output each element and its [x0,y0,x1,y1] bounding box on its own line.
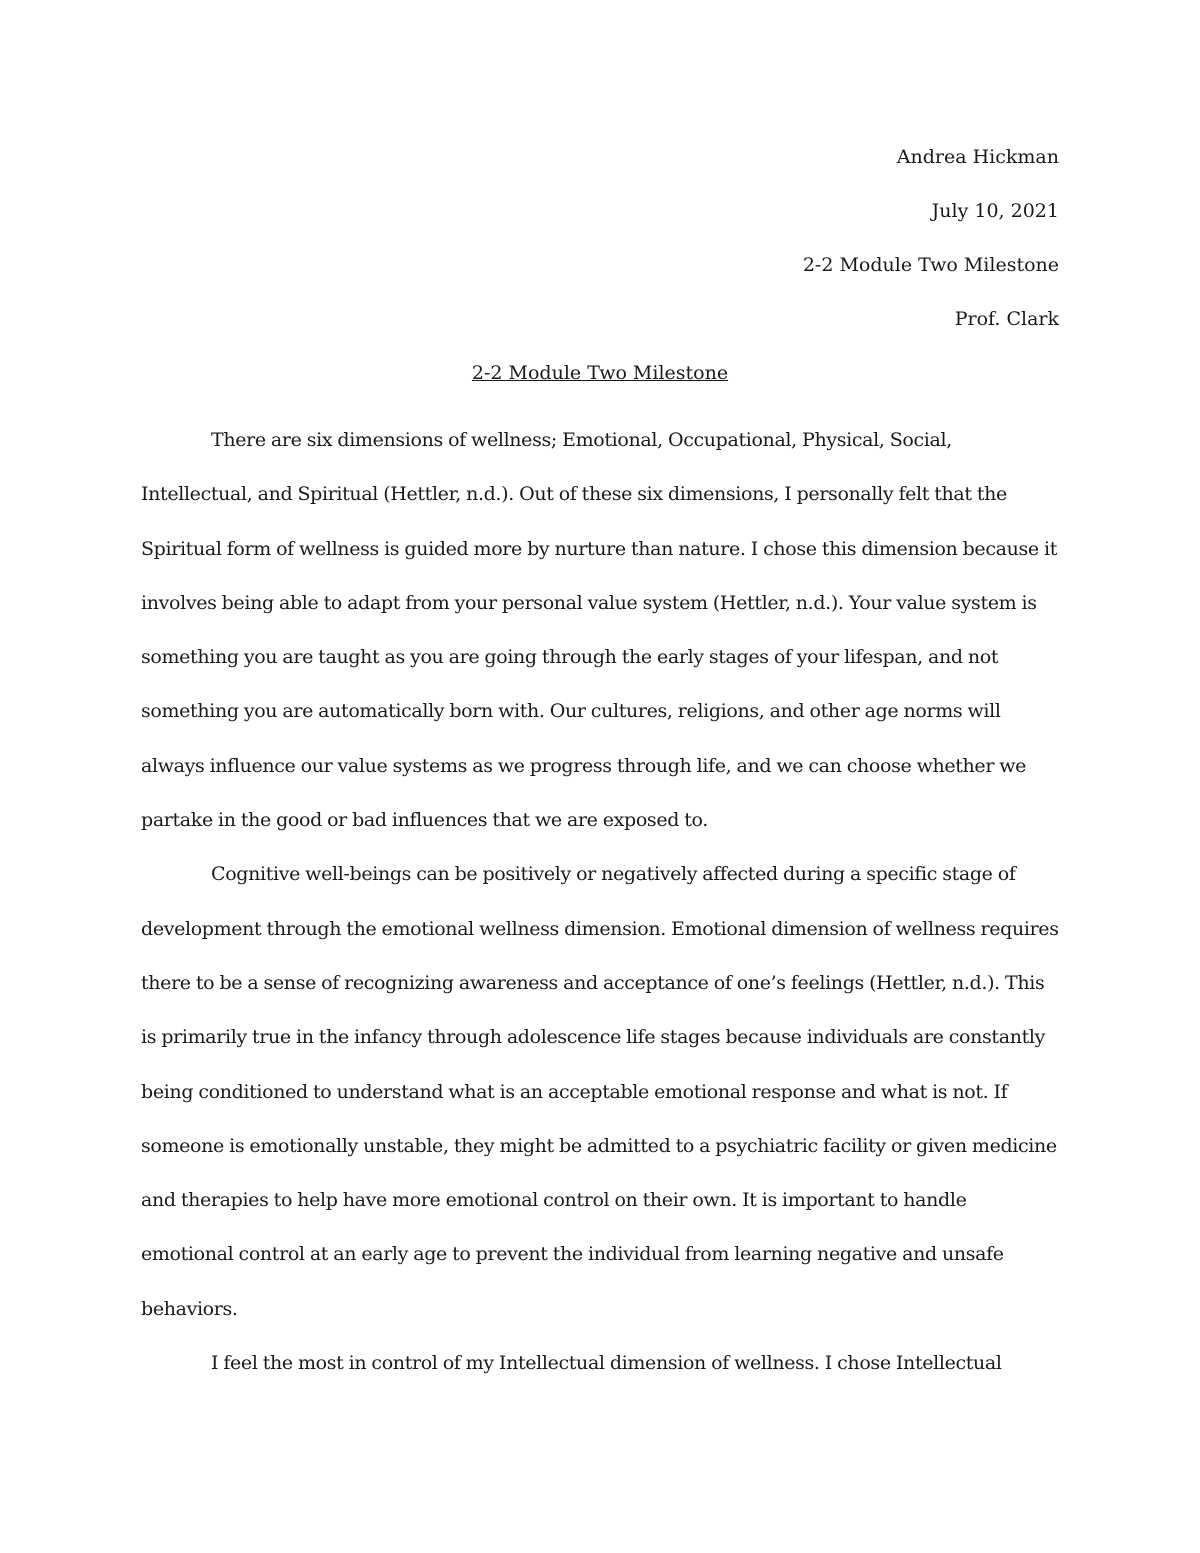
author-name: Andrea Hickman [896,146,1059,168]
assignment-name: 2-2 Module Two Milestone [802,254,1059,276]
document-body [141,413,1059,1390]
paragraph: I feel the most in control of my Intellectual dimension of wellness. I chose Intellectual [211,1352,1002,1375]
submission-date: July 10, 2021 [931,200,1059,222]
document-title: 2-2 Module Two Milestone [471,362,729,384]
paragraph: There are six dimensions of wellness; Emotional, Occupational, Physical, Social, Intellectual, and Spiritual (Hettler, n.d.). Out of these six dimensions, I personally felt that the Spiritual form of wellness is guided more by nurture than nature. I chose this dimension because it involves being able to adapt from your personal value system (Hettler, n.d.). Your value system is something you are taught as you are going through the early stages of your lifespan, and not something you are automatically born with. Our cultures, religions, and other age norms will always influence our value systems as we progress through life, and we can choose whether we partake in the good or bad influences that we are exposed to. [141,429,1057,832]
instructor-name: Prof. Clark [954,308,1059,330]
paragraph: Cognitive well-beings can be positively or negatively affected during a specific stage of development through the emotional wellness dimension. Emotional dimension of wellness requires there to be a sense of recognizing awareness and acceptance of one’s feelings (Hettler, n.d.). This is primarily true in the infancy through adolescence life stages because individuals are constantly being conditioned to understand what is an acceptable emotional response and what is not. If someone is emotionally unstable, they might be admitted to a psychiatric facility or given medicine and therapies to help have more emotional control on their own. It is important to handle emotional control at an early age to prevent the individual from learning negative and unsafe behaviors. [141,863,1059,1320]
